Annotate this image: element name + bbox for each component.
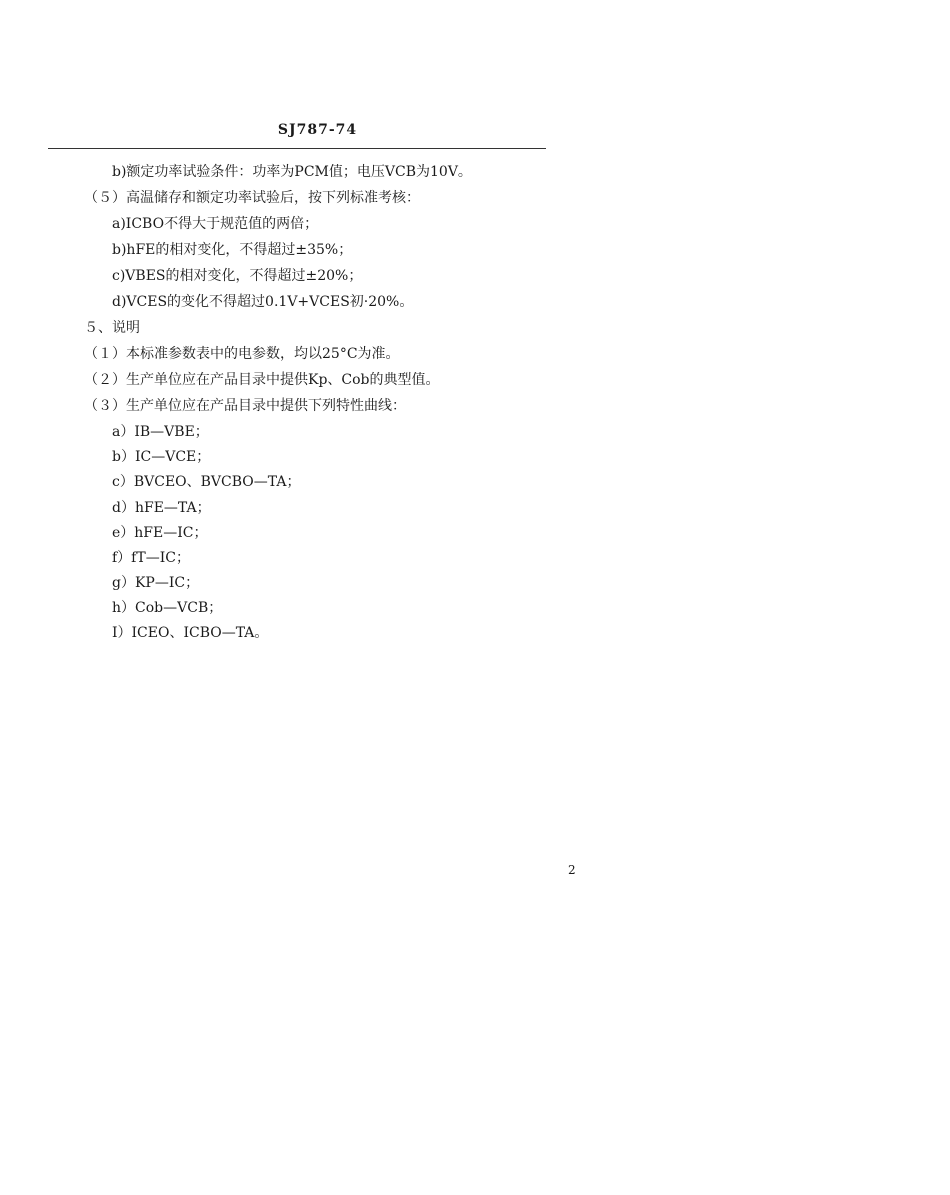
text-line: b)hFE的相对变化，不得超过±35%；	[112, 242, 353, 258]
page-number: 2	[568, 863, 576, 877]
text-line: d)VCES的变化不得超过0.1V+VCES初·20%。	[112, 294, 414, 310]
text-line: （３）生产单位应在产品目录中提供下列特性曲线：	[84, 398, 406, 414]
page-header: SJ787-74	[277, 122, 358, 138]
list-item: b）IC—VCE；	[112, 449, 211, 465]
list-item: c）BVCEO、BVCBO—TA；	[112, 474, 301, 490]
header-rule	[48, 148, 546, 149]
text-line: （１）本标准参数表中的电参数，均以25°C为准。	[84, 346, 400, 362]
text-line: b)额定功率试验条件：功率为PCM值；电压VCB为10V。	[112, 164, 472, 180]
list-item: h）Cob—VCB；	[112, 600, 223, 616]
section-heading: ５、说明	[84, 320, 140, 336]
list-item: e）hFE—IC；	[112, 525, 208, 541]
text-line: （２）生产单位应在产品目录中提供Kp、Cob的典型值。	[84, 372, 440, 388]
text-line: c)VBES的相对变化，不得超过±20%；	[112, 268, 363, 284]
list-item: g）KP—IC；	[112, 575, 200, 591]
list-item: f）fT—IC；	[112, 550, 190, 566]
list-item: d）hFE—TA；	[112, 500, 211, 516]
list-item: a）IB—VBE；	[112, 424, 209, 440]
text-line: a)ICBO不得大于规范值的两倍；	[112, 216, 319, 232]
list-item: I）ICEO、ICBO—TA。	[112, 625, 269, 641]
text-line: （５）高温储存和额定功率试验后，按下列标准考核：	[84, 190, 420, 206]
